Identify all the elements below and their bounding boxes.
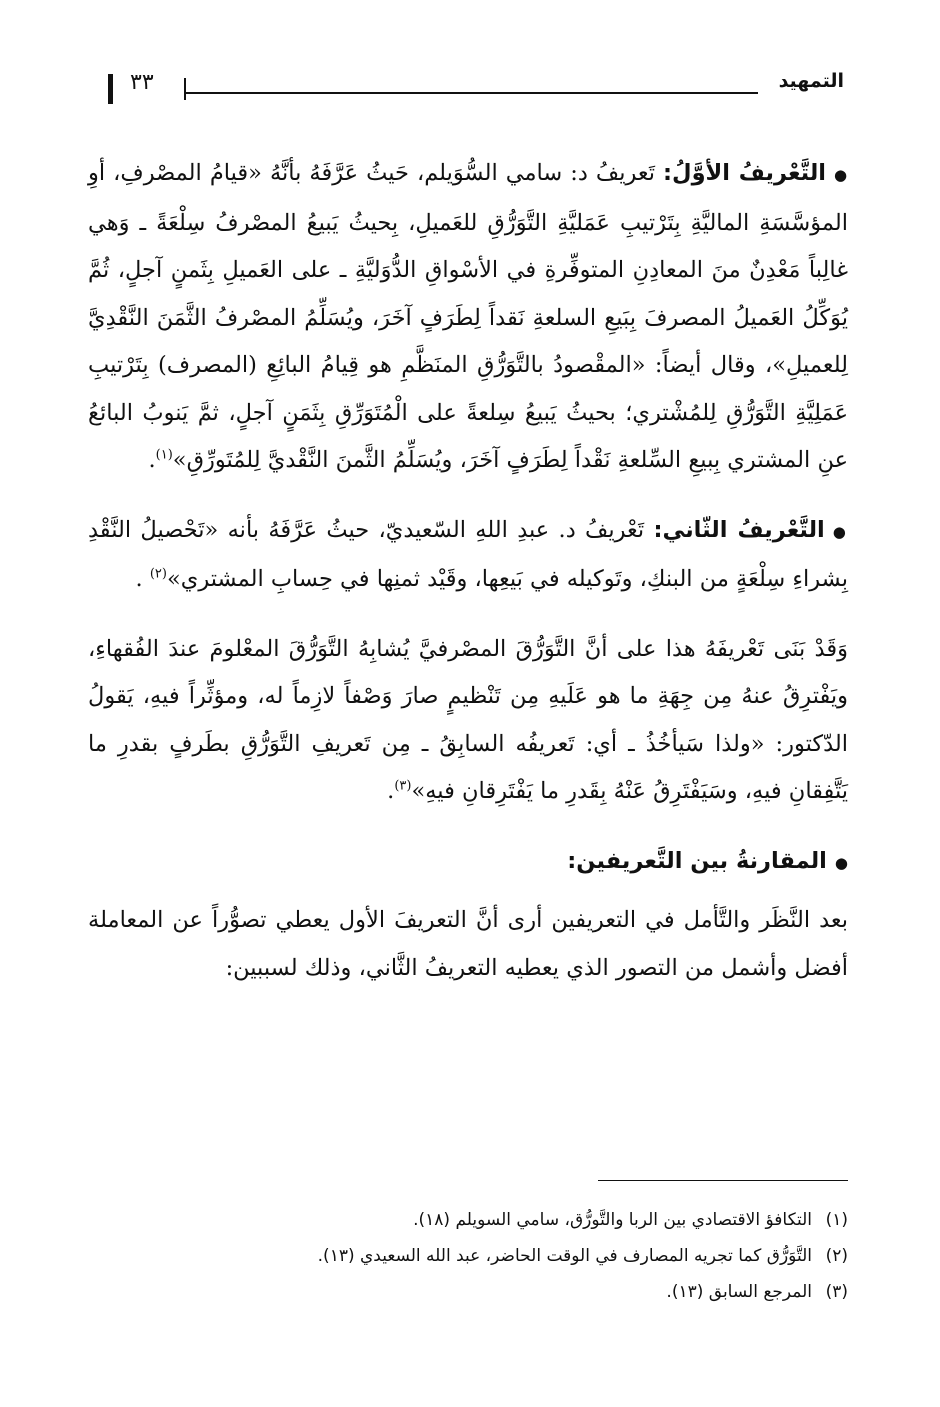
header-divider (184, 78, 186, 100)
footnote-separator (598, 1180, 848, 1181)
definition-2-text: تَعْريفُ د. عبدِ اللهِ السّعيديّ، حيثُ عَرَّفَهُ بأنه «تَحْصيلُ النَّقْدِ بِشراءِ سِلْعَةٍ من البنكِ، وتَوكيله في بَيعِها، وقَيْد ثمنِها في حِسابِ المشتري» (88, 516, 848, 592)
header-bar (108, 74, 113, 104)
footnote-ref-3[interactable]: (٣) (394, 778, 412, 794)
footnote-ref-1[interactable]: (١) (155, 447, 173, 463)
footnote-number: (٣) (825, 1282, 848, 1302)
analysis-text: وَقَدْ بَنَى تَعْريفَهُ هذا على أنَّ التَّوَرُّقَ المصْرفيَّ يُشابِهُ التَّوَرُّقَ المعْلومَ عندَ الفُقهاءِ، ويَفْترِقُ عنهُ مِن جِهَةِ ما هو عَلَيهِ مِن تَنْظيمٍ صارَ وَصْفاً لازِماً له، ومؤثِّراً فيهِ، يَقولُ الدّكتور: «ولذا سَيأخُذُ ـ أي: تَعريفُه السابِقُ ـ مِن تَعريفِ التَّوَرُّقِ بطَرفٍ بقدرِ ما يَتَّفِقانِ فيهِ، وسَيَفْتَرِقُ عَنْهُ بِقَدرِ ما يَفْتَرِقانِ فيهِ» (88, 635, 848, 804)
footnote-item (88, 1274, 848, 1310)
footnote-number: (٢) (825, 1246, 848, 1266)
bullet-icon: ● (832, 522, 849, 541)
footnote-number: (١) (825, 1210, 848, 1230)
comparison-text: بعد النَّظَر والتَّأمل في التعريفين أرى أنَّ التعريفَ الأول يعطي تصوُّراً عن المعاملة أفضل وأشمل من التصور الذي يعطيه التعريفُ الثَّاني، وذلك لسببين: (88, 907, 848, 981)
main-text (88, 150, 848, 1014)
footnotes (88, 1202, 848, 1310)
footnote-ref-2[interactable]: (٢) (149, 566, 167, 582)
definition-1-paragraph (88, 150, 848, 485)
bullet-icon: ● (834, 853, 848, 872)
header-rule (186, 92, 758, 94)
comparison-heading: المقارنةُ بين التَّعريفين: (567, 847, 827, 874)
comparison-paragraph (88, 897, 848, 992)
definition-1-lead: التَّعْريفُ الأوَّلُ: (663, 160, 827, 186)
running-header (108, 66, 844, 106)
definition-1-tail: . (148, 447, 156, 473)
comparison-heading-paragraph (88, 838, 848, 888)
footnote-text: المرجع السابق (١٣). (666, 1282, 812, 1302)
chapter-title: التمهيد (778, 70, 844, 92)
analysis-paragraph (88, 626, 848, 816)
footnote-text: التكافؤ الاقتصادي بين الربا والتَّورُّق، سامي السويلم (١٨). (413, 1210, 812, 1230)
page-number: ٣٣ (130, 70, 154, 95)
footnote-item (88, 1238, 848, 1274)
definition-2-lead: التَّعْريفُ الثّاني: (653, 516, 825, 543)
bullet-icon: ● (834, 166, 849, 184)
definition-1-text: تَعريفُ د: سامي السُّوَيلم، حَيثُ عَرَّفَهُ بأنَّهُ «قيامُ المصْرفِ، أوِ المؤسَّسَةِ الماليَّةِ بِتَرْتيبِ عَمَليَّةِ التَّوَرُّقِ للعَميلِ، بِحيثُ يَبيعُ المصْرفُ سِلْعَةً ـ وَهي غالِباً مَعْدِنٌ منَ المعادِنِ المتوفِّرةِ في الأسْواقِ الدُّوَليَّةِ ـ على العَميلِ بِثَمنٍ آجلٍ، ثُمَّ يُوَكِّلُ العَميلُ المصرفَ بِبَيعِ السلعةِ نَقداً لِطَرَفٍ آخَرَ، ويُسَلِّمُ المصْرفُ الثَّمَنَ النَّقْدِيَّ لِلعميلِ»، وقال أيضاً: «المقْصودُ بالتَّوَرُّقِ المنَظَّمِ هو قِيامُ البائِعِ (المصرف) بِتَرْتيبِ عَمَلِيَّةِ التَّوَرُّقِ لِلمُشْتري؛ بحيثُ يَبيعُ سِلعةً على الْمُتَوَرِّقِ بِثَمَنٍ آجلٍ، ثمَّ يَنوبُ البائعُ عنِ المشتري بِبيعِ السِّلعةِ نَقْداً لِطَرَفٍ آخَرَ، ويُسَلِّمُ الثَّمنَ النَّقْديَّ لِلمُتَورِّقِ» (88, 160, 848, 473)
analysis-tail: . (387, 778, 395, 804)
footnote-text: التَّوَرُّق كما تجريه المصارف في الوقت الحاضر، عبد الله السعيدي (١٣). (317, 1246, 812, 1266)
footnote-item (88, 1202, 848, 1238)
definition-2-tail: . (135, 566, 150, 592)
definition-2-paragraph (88, 507, 848, 604)
